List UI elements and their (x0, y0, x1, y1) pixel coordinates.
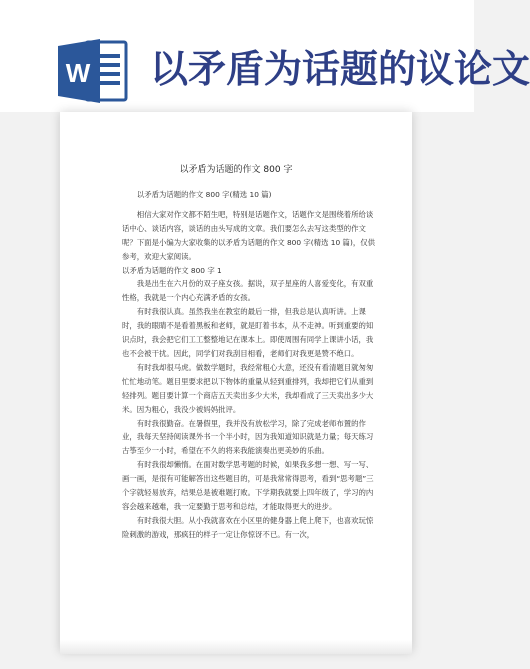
section-heading: 以矛盾为话题的作文 800 字 1 (122, 265, 222, 275)
paragraph: 有时我却很马虎。做数学题时，我经常粗心大意，还没有看清题目就匆匆忙忙地动笔。题目里要求把以下物体的重量从轻到重排列，我却把它们从重到轻排列。题目要计算一个商店五天卖出多少大米，我却看成了三天卖出多少大米。因为粗心，我没少被妈妈批评。 (122, 362, 374, 414)
header-banner (0, 0, 530, 112)
svg-text:W: W (65, 58, 91, 88)
document-title: 以矛盾为话题的作文 800 字 (179, 165, 293, 175)
paragraph: 有时我很大胆。从小我就喜欢在小区里的健身器上爬上爬下，也喜欢玩惊险刺激的游戏，那疯狂的样子一定让你惊讶不已。有一次， (122, 515, 374, 539)
paragraph: 有时我很却懒惰。在面对数学思考题的时候，如果我多想一想、写一写、画一画，是很有可能解答出这些题目的，可是我常常得思考，看到“思考题”三个字就轻易放弃，结果总是被难题打败。下学期我就要上四年级了，学习的内容会越来越难，我一定要勤于思考和总结，才能取得更大的进步。 (122, 460, 374, 511)
document-body (122, 188, 378, 542)
banner-title: 以矛盾为话题的议论文 (150, 46, 530, 91)
paragraph: 有时我很勤奋。在暑假里，我并没有放松学习，除了完成老师布置的作业，我每天坚持阅读课外书一个半小时，因为我知道知识就是力量；每天练习古筝至少一小时，希望在不久的将来我能演奏出更美妙的乐曲。 (122, 418, 374, 456)
paragraph: 我是出生在六月份的双子座女孩。据说，双子星座的人喜爱变化，有双重性格，我就是一个内心充满矛盾的女孩。 (122, 279, 374, 303)
paragraph: 有时我很认真。虽然我坐在教室的最后一排，但我总是认真听讲。上课时，我的眼睛不是看着黑板和老师，就是盯着书本，从不走神。听到重要的知识点时，我会把它们工工整整地记在课本上。即使周围有同学上课讲小话，我也不会被干扰。因此，同学们对我刮目相看，老师们对我更是赞不绝口。 (122, 307, 374, 358)
document-page (60, 112, 412, 652)
document-subtitle: 以矛盾为话题的作文 800 字(精选 10 篇) (136, 190, 272, 199)
paragraph: 相信大家对作文都不陌生吧，特别是话题作文，话题作文是围绕着所给谈话中心、谈话内容，谈话的由头写成的文章。我们要怎么去写这类型的作文呢？下面是小编为大家收集的以矛盾为话题的作文 800 字(精选 10 篇)，仅供参考，欢迎大家阅读。 (122, 209, 376, 261)
word-icon (56, 34, 130, 108)
page-bottom-shadow (60, 640, 412, 654)
